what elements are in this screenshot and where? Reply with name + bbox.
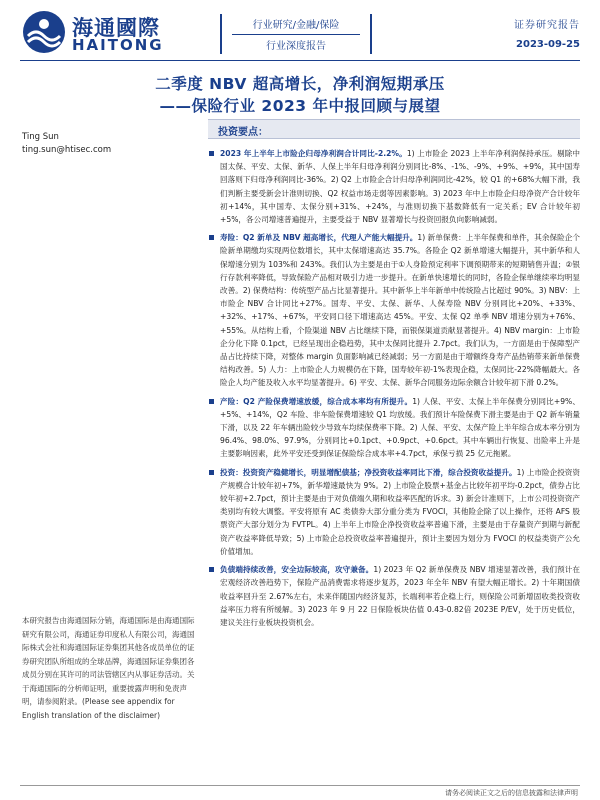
- paragraph-lead: 投资：投资资产稳健增长，明显增配债基；净投资收益率同比下滑，综合投资收益提升。: [220, 467, 517, 477]
- divider: [232, 34, 360, 35]
- paragraph-lead: 2023 年上半年上市险企归母净利润合计同比-2.2%。: [220, 149, 407, 158]
- footer-notice: 请务必阅读正文之后的信息披露和法律声明: [445, 789, 578, 797]
- paragraph-lead: 负债端持续改善，安全边际较高，攻守兼备。: [220, 565, 374, 575]
- summary-paragraph: [208, 395, 580, 461]
- haitong-logo-icon: [22, 10, 66, 54]
- paragraph-body: 1) 人保、平安、太保上半年保费分别同比+9%、+5%、+14%，Q2 车险、非车险保费增速较 Q1 均放缓。我们预计车险保费下滑主要是由于 Q2 新车销量下滑，以及 22 年车辆出险较少导致车均续保费率下降。2) 人保、平安、太保产险上半年综合成本率分别为 96.4%、98.0%、97.9%，分别同比+0.1pct、+0.9pct、+0.6pct。其中车辆出行恢复、出险率上升是主要影响因素，此外平安还受到保证保险综合成本率+4.7pct，承保亏损 25 亿元拖累。: [220, 396, 580, 459]
- paragraph-lead: 寿险：Q2 新单及 NBV 超高增长，代理人产能大幅提升。: [220, 233, 418, 243]
- report-date: 2023-09-25: [516, 39, 580, 50]
- footer-divider: [20, 785, 580, 786]
- header-right: [514, 16, 580, 50]
- author-email[interactable]: ting.sun@htisec.com: [22, 145, 112, 155]
- paragraph-lead: 产险：Q2 产险保费增速放缓，综合成本率均有所提升。: [220, 396, 413, 406]
- paragraph-body: 1) 2023 年 Q2 新单保费及 NBV 增速显著改善，我们预计在宏观经济改善趋势下，保险产品消费需求将逐步复苏，2023 年全年 NBV 有望大幅正增长。2) 十年期国债收益率回升至 2.67%左右，未来伴随国内经济复苏，长端利率若企稳上行，则保险公司新增固收类投资收益率压力将有所缓解。3) 2023 年 9 月 22 日保险板块估值 0.43-0.82倍 2023E P/EV，处于历史低位，建议关注行业板块投资机会。: [220, 565, 581, 627]
- paragraph-body: 1) 上市险企投资资产规模合计较年初+7%，新华增速最快为 9%。2) 上市险企股票+基金占比较年初平均-0.2pct，债券占比较年初+2.7pct，预计主要是由于对负债端久期和收益率匹配的诉求。3) 新会计准则下，上市公司投资资产类别均有较大调整。平安将原有 AC 类债券大部分重分类为 FVOCI，其他险企除了以上操作，还将 AFS 股票资产大部分划分为 FVTPL。4) 上半年上市险企净投资收益率普遍下滑，主要是由于存量资产到期与新配资产收益率降低导致；5) 上市险企总投资收益率普遍提升，预计主要因为划分为 FVOCI 的权益类资产公允价值增加。: [220, 467, 580, 556]
- disclaimer-text: 本研究报告由海通国际分销，海通国际是由海通国际研究有限公司，海通证券印度私人有限公司，海通国际株式会社和海通国际证券集团其他各成员单位的证券研究团队所组成的全球品牌，海通国际证券集团各成员分别在其许可的司法管辖区内从事证券活动。关于海通国际的分析师证明，重要披露声明和免责声明，请参阅附录。(Please see appendix for English translation of the disclaimer): [22, 616, 195, 720]
- summary-paragraph: [208, 231, 580, 389]
- summary-paragraph: [208, 563, 580, 629]
- logo-text-cn: 海通國際: [72, 16, 160, 40]
- paragraph-body: 1) 上市险企 2023 上半年净利润保持承压。剔除中国太保、平安、太保、新华、人保上半年归母净利润分别同比-8%、-1%、-9%、+9%、+9%，其中国寿回落则下归母净利润同比-36%。2) Q2 上市险企合计归母净利润同比-42%，较 Q1 的+68%大幅下滑，我们判断主要受新会计准则切换、Q2 权益市场走弱等因素影响。3) 2023 年中上市险企归母净资产合计较年初+14%，其中国寿、太保分别+31%、+24%，与准则切换下基数降低有一定关系；EV 合计较年初+5%，各公司增速普遍提升，主要受益于 NBV 显著增长与投资回报负向影响减弱。: [220, 149, 580, 225]
- brand-label: 证券研究报告: [514, 20, 580, 31]
- report-type: 行业深度报告: [266, 41, 326, 52]
- author-block: [22, 131, 111, 157]
- author-name: Ting Sun: [22, 132, 59, 142]
- summary-paragraph: [208, 466, 580, 558]
- report-subtitle: ——保险行业 2023 年中报回顾与展望: [159, 97, 441, 115]
- summary-heading-bar: [208, 119, 580, 139]
- paragraph-body: 1) 新单保费：上半年保费和单件，其余保险企个险新单期缴均实现两位数增长，其中太保增速高达 35.7%。各险企 Q2 新单增速大幅提升，其中新华和人保增速分别为 103%和 243%。我们认为主要是由于①人身险预定利率下调预期带来的短期销售升温；②银行存款利率降低，导致保险产品相对吸引力进一步提升。在新单快速增长的同时，各险企保单继续率均明显改善。2) 保费结构：传统型产品占比显著提升。其中新华上半年新单中传统险占比超过 90%。3) NBV：上市险企 NBV 合计同比+27%。国寿、平安、太保、新华、人保寿险 NBV 分别同比+20%、+33%、+32%、+17%、+67%，平安同口径下增速高达 45%。平安、太保 Q2 单季 NBV 增速分别为+76%、+55%。从结构上看，个险渠道 NBV 占比继续下降，而银保渠道贡献显著提升。4) NBV margin：上市险企分化下降 0.1pct，已经呈现出企稳趋势，其中太保同比提升 2.7pct。我们认为，一方面是由于保障型产品占比持续下降，对整体 margin 负面影响减已经减弱；另一方面是由于增额终身寿产品热销带来新单保费结构改善。5) 人力：上市险企人力规模仍在下降，国寿较年初-1%表现企稳，太保同比-22%降幅最大。各险企人均产能及收入水平均显著提升。6) 平安、太保、新华合同服务边际余额合计较年初下滑 0.2%。: [220, 233, 580, 388]
- summary-heading: 投资要点：: [218, 127, 268, 138]
- header-divider: [20, 60, 580, 61]
- report-category-box: [220, 14, 372, 54]
- summary-paragraph: [208, 147, 580, 226]
- logo-text-en: HAITONG: [72, 36, 164, 54]
- report-header: [0, 0, 600, 62]
- report-category: 行业研究/金融/保险: [252, 20, 340, 31]
- report-title: 二季度 NBV 超高增长，净利润短期承压: [155, 75, 445, 93]
- summary-content: [208, 147, 580, 634]
